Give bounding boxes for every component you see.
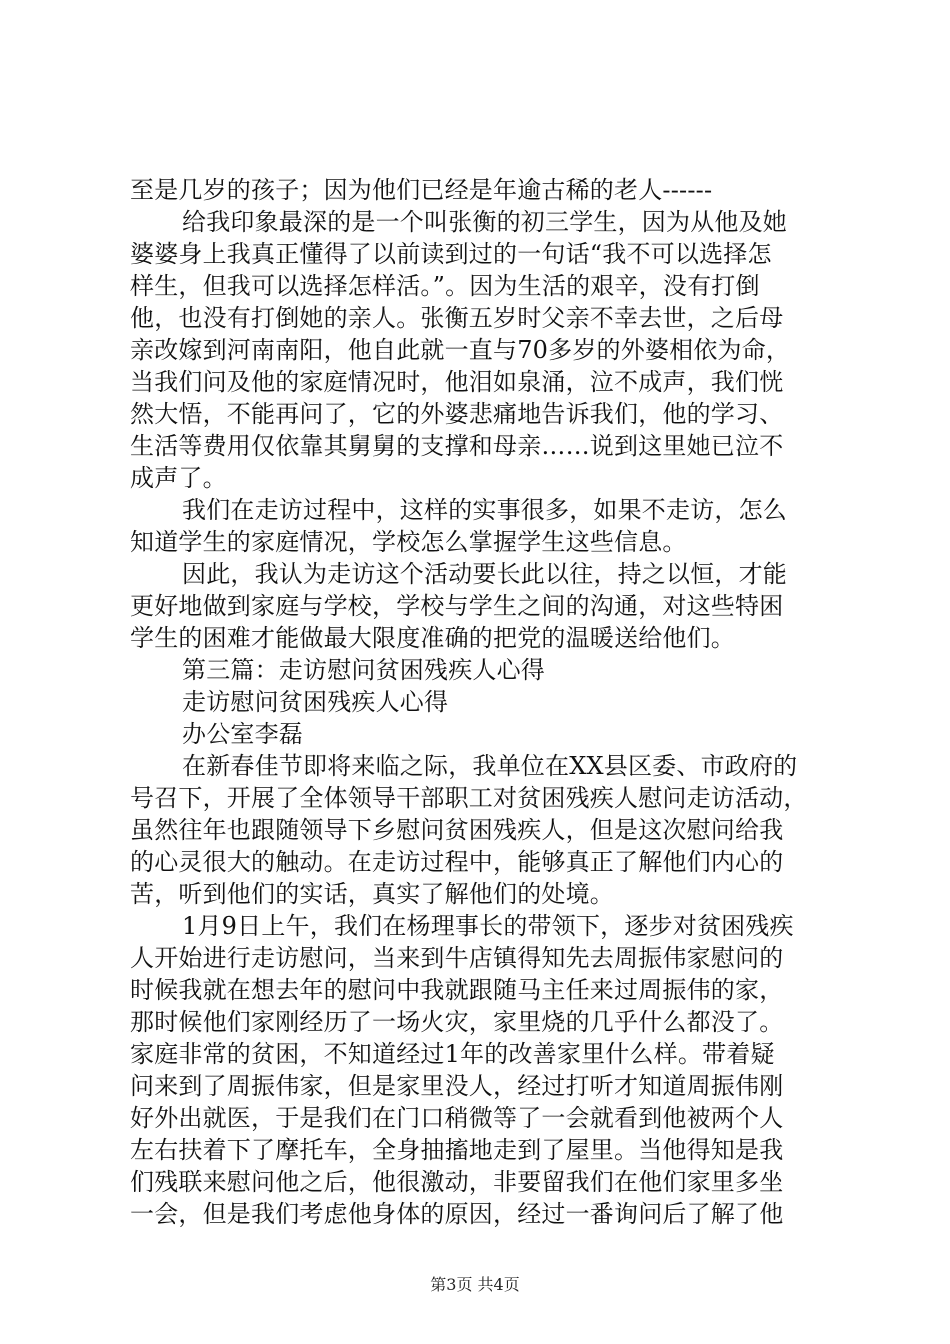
text-line: 至是几岁的孩子；因为他们已经是年逾古稀的老人------	[130, 176, 713, 204]
text-line: 生活等费用仅依靠其舅舅的支撑和母亲……说到这里她已泣不	[130, 432, 784, 460]
text-line: 时候我就在想去年的慰问中我就跟随马主任来过周振伟的家，	[130, 976, 784, 1004]
text-line: 婆婆身上我真正懂得了以前读到过的一句话“我不可以选择怎	[130, 240, 772, 268]
text-line: 样生，但我可以选择怎样活。”。因为生活的艰辛，没有打倒	[130, 272, 760, 300]
text-line: 家庭非常的贫困，不知道经过1年的改善家里什么样。带着疑	[130, 1040, 775, 1068]
text-line: 那时候他们家刚经历了一场火灾，家里烧的几乎什么都没了。	[130, 1008, 784, 1036]
text-line: 虽然往年也跟随领导下乡慰问贫困残疾人，但是这次慰问给我	[130, 816, 784, 844]
text-line: 成声了。	[130, 464, 227, 492]
text-line: 号召下，开展了全体领导干部职工对贫困残疾人慰问走访活动，	[130, 784, 808, 812]
text-line: 亲改嫁到河南南阳，他自此就一直与70多岁的外婆相依为命，	[130, 336, 791, 364]
text-line: 办公室李磊	[182, 720, 303, 748]
document-body	[130, 174, 850, 1230]
text-line: 左右扶着下了摩托车，全身抽搐地走到了屋里。当他得知是我	[130, 1136, 784, 1164]
text-line: 们残联来慰问他之后，他很激动，非要留我们在他们家里多坐	[130, 1168, 784, 1196]
text-line: 我们在走访过程中，这样的实事很多，如果不走访，怎么	[182, 496, 787, 524]
text-line: 给我印象最深的是一个叫张衡的初三学生，因为从他及她	[182, 208, 787, 236]
text-line: 苦，听到他们的实话，真实了解他们的处境。	[130, 880, 614, 908]
text-line: 当我们问及他的家庭情况时，他泪如泉涌，泣不成声，我们恍	[130, 368, 784, 396]
text-line: 然大悟，不能再问了，它的外婆悲痛地告诉我们，他的学习、	[130, 400, 784, 428]
text-line: 第三篇：走访慰问贫困残疾人心得	[182, 656, 545, 684]
text-line: 的心灵很大的触动。在走访过程中，能够真正了解他们内心的	[130, 848, 784, 876]
text-line: 人开始进行走访慰问，当来到牛店镇得知先去周振伟家慰问的	[130, 944, 784, 972]
text-line: 因此，我认为走访这个活动要长此以往，持之以恒，才能	[182, 560, 787, 588]
text-line: 好外出就医，于是我们在门口稍微等了一会就看到他被两个人	[130, 1104, 784, 1132]
text-line: 知道学生的家庭情况，学校怎么掌握学生这些信息。	[130, 528, 687, 556]
page-footer: 第3页 共4页	[430, 1275, 520, 1294]
text-line: 在新春佳节即将来临之际，我单位在XX县区委、市政府的	[182, 752, 798, 780]
text-line: 1月9日上午，我们在杨理事长的带领下，逐步对贫困残疾	[182, 912, 794, 940]
text-line: 问来到了周振伟家，但是家里没人，经过打听才知道周振伟刚	[130, 1072, 784, 1100]
text-line: 走访慰问贫困残疾人心得	[182, 688, 449, 716]
text-line: 他，也没有打倒她的亲人。张衡五岁时父亲不幸去世，之后母	[130, 304, 784, 332]
text-line: 一会，但是我们考虑他身体的原因，经过一番询问后了解了他	[130, 1200, 784, 1228]
text-line: 学生的困难才能做最大限度准确的把党的温暖送给他们。	[130, 624, 735, 652]
text-line: 更好地做到家庭与学校，学校与学生之间的沟通，对这些特困	[130, 592, 784, 620]
